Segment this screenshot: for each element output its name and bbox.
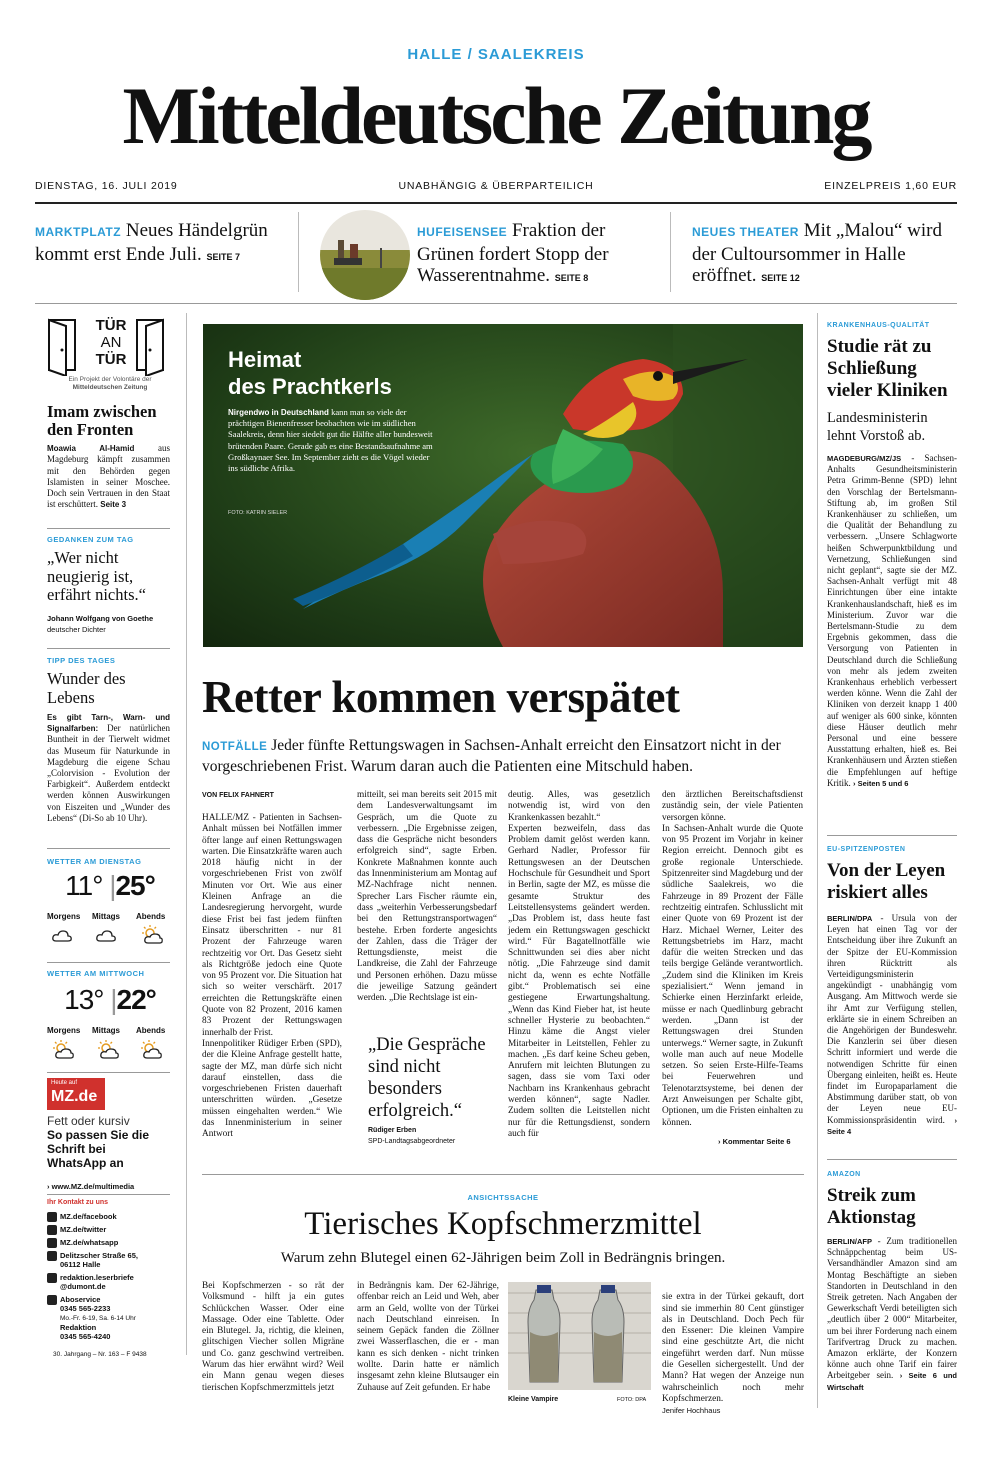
whatsapp-icon	[47, 1238, 57, 1248]
right-body: - Sachsen-Anhalts Gesundheitsministerin Petra Grimm-Benne (SPD) lehnt den Vorschlag der Bertelsmann-Stiftung ab, im großen Stil Krankenhäuser zu schließen, um die Qualität der Behandlung zu verbessern. „Unsere Schlagworte heißen Schwerpunktbildung und Vernetzung, Schließungen sind nicht geplant“, sagte sie der MZ. Sachsen-Anhalt verfügt mit 48 Einrichtungen über eine intakte Krankenhauslandschaft, hieß es im Ministerium. Zuvor war die Bertelsmann-Studie zu dem Ergebnis gekommen, dass die Versorgung von Patienten in Deutschland durch die Schließung von mehr als jedem zweiten Krankenhaus erheblich verbessert werden könne. Wenn die Zahl der Kliniken von derzeit knapp 1 400 auf weniger als 600 sinke, könnten diese Häuser deutlich mehr Personal und eine bessere Ausstattung erhalten, hieß es. Bei Krankenhäusern und Ärzten stießen die Empfehlungen auf heftige Kritik.	[827, 453, 957, 788]
weather-label: Abends	[136, 1026, 166, 1035]
main-headline[interactable]: Retter kommen verspätet	[202, 672, 680, 722]
mzde-brand: MZ.de	[51, 1088, 98, 1105]
logo-word-2: AN	[100, 334, 122, 351]
teaser-kicker: NEUES THEATER	[692, 225, 799, 239]
photo-caption-lead: Nirgendwo in Deutschland	[228, 408, 329, 417]
gedanken-author: Johann Wolfgang von Goethe	[47, 614, 154, 623]
gedanken-role: deutscher Dichter	[47, 625, 106, 634]
contact-item[interactable]	[47, 1238, 172, 1248]
teaser-text: Neues Händelgrün kommt erst Ende Juli.	[35, 220, 268, 265]
weather-label: Mittags	[92, 912, 120, 921]
issue-date: DIENSTAG, 16. JULI 2019	[35, 180, 178, 192]
teaser-kicker: MARKTPLATZ	[35, 225, 122, 239]
main-column-4: den ärztlichen Bereitschaftsdienst zuständig sein, der viele Patienten versorgen könne. In Sachsen-Anhalt wurde die Quote von 95 Prozent im Vorjahr in keiner Region erreicht. Dennoch gibt es große regionale Unterschiede. Spitzenreiter sind Magdeburg und der südliche Saalekreis, wo die Fahrzeuge in 89 Prozent der Fälle rechtzeitig eintrafen. Schlusslicht mit einer Quote von 69 Prozent ist der Harz. Michael Werner, Leiter des Rettungsbetriebs im Harz, macht dafür die weiten Strecken und das teils bergige Gelände verantwortlich. „Zudem sind die Kliniken im Kreis spezialisiert.“ Wenn jemand in Schierke einen Herzinfarkt erleide, müsse er nach Quedlinburg gebracht werden. „Dann ist der Rettungswagen drei Stunden unterwegs.“ Werner sagte, in Zukunft wolle man auch auf neue Modelle setzen. So seien Erste-Hilfe-Teams bei Feuerwehren und Telenotarztsysteme, bei denen der Arzt Anweisungen per Schalte gibt, Optionen, um die Fristen einhalten zu können.	[662, 790, 803, 1128]
logo-caption: Mitteldeutschen Zeitung	[72, 384, 148, 391]
contact-heading: Ihr Kontakt zu uns	[47, 1199, 109, 1206]
left-column-divider	[186, 313, 187, 1355]
right-body: - Ursula von der Leyen hat einen Tag vor der Entscheidung über ihre Zukunft an der Spitze der EU-Kommission ihren Rücktritt als Verteidigungsministerin angekündigt - unabhängig vom Ausgang. Am Mittwoch werde sie ihr Amt zur Verfügung stellen, erklärte sie in einem Schreiben an die Angehörigen der Bundeswehr. Die Kanzlerin sei über diesen Schritt informiert und werde die notwendigen Schritte für einen Übergang einleiten, heißt es. Heute findet im Europaparlament die Abstimmung darüber statt, ob von der Leyen neue EU-Kommissionspräsidentin wird.	[827, 913, 958, 1125]
contact-text: redaktion.leserbriefe @dumont.de	[60, 1273, 134, 1291]
teaser-page: SEITE 8	[554, 273, 589, 283]
teaser-divider	[298, 212, 299, 292]
right-text	[827, 453, 957, 789]
photo-credit: FOTO: KATRIN SIELER	[228, 510, 288, 516]
sun-cloud-icon	[96, 1040, 120, 1060]
right-kicker: KRANKENHAUS-QUALITÄT	[827, 322, 930, 329]
teaser-hufeisensee[interactable]	[417, 220, 662, 290]
right-column-divider	[817, 313, 818, 1408]
ansicht-column-1: Bei Kopfschmerzen - so rät der Volksmund - hilft ja ein gutes Schlückchen Wasser. Oder eine Massage. Oder eine Tablette. Oder ein Blutegel. Ja, richtig, die kleinen, glitschigen Viecher sollen Migräne und Co. ganz geschwind vertreiben. Warum das hier erwähnt wird? Weil ein Mann genau wegen dieses tierischen Kopfschmerzmittels jetzt	[202, 1281, 344, 1393]
tipp-text	[47, 712, 170, 824]
right-rule	[827, 835, 957, 836]
teaser-marktplatz[interactable]	[35, 220, 290, 268]
gedanken-kicker: GEDANKEN ZUM TAG	[47, 535, 134, 544]
motto: UNABHÄNGIG & ÜBERPARTEILICH	[398, 180, 594, 192]
pull-quote-author: Rüdiger Erben	[368, 1127, 417, 1134]
edition-footer: 30. Jahrgang – Nr. 163 – F 9438	[53, 1351, 147, 1358]
red-label: Redaktion	[60, 1323, 97, 1332]
tipp-title[interactable]: Wunder des Lebens	[47, 669, 126, 707]
newspaper-title[interactable]: Mitteldeutsche Zeitung	[122, 70, 870, 161]
cloud-icon	[51, 928, 73, 944]
contact-item	[47, 1251, 157, 1269]
photo-caption	[228, 407, 433, 474]
weather-temps: 11° |25°	[65, 870, 155, 901]
tipp-kicker: TIPP DES TAGES	[47, 656, 116, 665]
deck-kicker: NOTFÄLLE	[202, 741, 268, 753]
weather-kicker: WETTER AM DIENSTAG	[47, 857, 142, 866]
left-rule	[47, 1194, 170, 1195]
right-text	[827, 913, 957, 1137]
ansicht-headline[interactable]: Tierisches Kopfschmerzmittel	[304, 1206, 702, 1242]
ansicht-author: Jenifer Hochhaus	[662, 1406, 721, 1416]
right-headline[interactable]: Studie rät zu Schließung vieler Kliniken	[827, 336, 948, 401]
abo-hours: Mo.-Fr. 6-19, Sa. 6-14 Uhr	[60, 1315, 136, 1322]
weather-label: Mittags	[92, 1026, 120, 1035]
teaser-divider	[670, 212, 671, 292]
left-column	[35, 310, 185, 1435]
right-dateline: MAGDEBURG/MZ/JS	[827, 454, 902, 463]
teaser-kicker: HUFEISENSEE	[417, 225, 508, 239]
right-deck: Landesministerin lehnt Vorstoß ab.	[827, 410, 928, 444]
right-kicker: EU-SPITZENPOSTEN	[827, 846, 906, 853]
mzde-badge[interactable]	[47, 1078, 105, 1110]
temp-low: 11°	[65, 870, 103, 901]
leech-credit: FOTO: DPA	[617, 1397, 647, 1403]
teaser-page: SEITE 12	[761, 273, 800, 283]
ansicht-col3-text: sie extra in der Türkei gekauft, dort sind sie immerhin 80 Cent günstiger als in Deutschland. Doch Pech für den Essener: Die kleinen Vampire sind eine geschützte Art, die nicht eingeführt werden darf. Nun müsse die Gesellen sichergestellt. Und der Mann? Hat wegen der Anzeige nun wahrscheinlich noch mehr Kopfschmerzen.	[662, 1292, 804, 1404]
left-rule	[47, 848, 170, 849]
gedanken-quote: „Wer nicht neugierig ist, erfährt nichts.“	[47, 548, 146, 604]
section-rule	[202, 1174, 804, 1175]
contact-text: MZ.de/whatsapp	[60, 1238, 119, 1247]
left-rule	[47, 528, 170, 529]
weather-label: Morgens	[47, 912, 81, 921]
teaser-theater[interactable]	[692, 220, 957, 290]
pull-quote: „Die Gespräche sind nicht besonders erfolgreich.“	[368, 1035, 486, 1121]
imam-body: aus Magdeburg kämpft zusammen mit den Behörden gegen Islamisten in seiner Moschee. Doch sein Vertrauen in den Staat ist erschüttert.	[47, 443, 170, 510]
contact-text: MZ.de/twitter	[60, 1225, 107, 1234]
right-dateline: BERLIN/AFP	[827, 1237, 872, 1246]
comment-ref[interactable]: › Kommentar Seite 6	[718, 1137, 791, 1146]
mzde-link[interactable]: › www.MZ.de/multimedia	[47, 1182, 135, 1191]
byline: VON FELIX FAHNERT	[202, 792, 274, 799]
region-label: HALLE / SAALEKREIS	[407, 46, 585, 63]
photo-title: des Prachtkerls	[228, 374, 392, 399]
sun-cloud-icon	[140, 925, 164, 945]
temp-high: 22°	[116, 984, 156, 1015]
facebook-icon	[47, 1212, 57, 1222]
sun-cloud-icon	[51, 1040, 75, 1060]
weather-label: Abends	[136, 912, 166, 921]
abo-phone: 0345 565-2233	[60, 1304, 111, 1313]
right-ref[interactable]: › Seiten 5 und 6	[853, 778, 909, 788]
contact-item[interactable]	[47, 1273, 157, 1291]
imam-text	[47, 443, 170, 511]
ansicht-kicker: ANSICHTSSACHE	[467, 1193, 539, 1202]
left-rule	[47, 648, 170, 649]
right-text	[827, 1236, 957, 1393]
right-ref[interactable]: › Seite 4	[827, 1115, 957, 1136]
right-rule	[827, 1159, 957, 1160]
photo-title: Heimat	[228, 347, 302, 372]
sun-cloud-icon	[139, 1040, 163, 1060]
price: EINZELPREIS 1,60 EUR	[824, 180, 957, 192]
ansicht-deck: Warum zehn Blutegel einen 62-Jährigen beim Zoll in Bedrängnis bringen.	[280, 1250, 726, 1266]
phone-icon	[47, 1295, 57, 1305]
mzde-small: Heute auf	[51, 1080, 78, 1086]
ansicht-column-2: in Bedrängnis kam. Der 62-Jährige, offenbar reich an Leid und Weh, aber arm an Geld, wollte von der Türkei nach Deutschland einreisen. In seinem Gepäck fanden die Zöllner zwei Wasserflaschen, die er - man kann es sich denken - nicht trinken wollte. Darin hatte er nämlich insgesamt zehn kleine Blutsauger ein Zuhause auf Zeit gefunden. Er habe	[357, 1281, 499, 1393]
leech-photo[interactable]	[508, 1282, 651, 1390]
masthead-rule	[35, 202, 957, 204]
right-headline[interactable]: Von der Leyen riskiert alles	[827, 860, 946, 903]
temp-high: 25°	[115, 870, 155, 901]
teaser-photo-golf[interactable]	[320, 210, 410, 300]
ansicht-column-3	[662, 1281, 804, 1418]
tipp-body: Der natürlichen Buntheit in der Tierwelt widmet das Museum für Naturkunde in Magdeburg die eigene Schau „Colorvision - Evolution der Farbigkeit“. Außerdem entdeckt werden können Auswirkungen von Eiszeiten und „Wunder des Lebens“ (Di-So ab 10 Uhr).	[47, 723, 170, 823]
right-dateline: BERLIN/DPA	[827, 914, 873, 923]
contact-text: MZ.de/facebook	[60, 1212, 117, 1221]
red-phone: 0345 565-4240	[60, 1332, 111, 1341]
right-body: - Zum traditionellen Schnäppchentag beim US-Versandhändler Amazon sind am Montag Beschäftigte an sieben Standorten in Deutschland in den Streik getreten. Nach Angaben der Gewerkschaft Verdi beteiligten sich „deutlich über 2 000“ Mitarbeiter, um bei ihrer Forderung nach einem Tarifvertrag Druck zu machen. Amazon erklärte, der Konzern könne auch ohne Tarif ein fairer Arbeitgeber sein.	[827, 1236, 957, 1381]
teaser-page: SEITE 7	[206, 251, 241, 262]
logo-caption: Ein Projekt der Volontäre der	[68, 376, 152, 383]
imam-page: Seite 3	[100, 500, 127, 510]
left-rule	[47, 1072, 170, 1073]
main-column-1: HALLE/MZ - Patienten in Sachsen-Anhalt müssen bei Notfällen immer öfter lange auf einen Rettungswagen warten. Die Einsatzkräfte waren auch 2018 häufig nicht in der vorgeschriebenen Frist von zwölf Minuten vor Ort. Wie aus einer Kleinen Anfrage an die Landesregierung hervorgeht, wurde diese Frist bei fast jedem fünften Einsatz überschritten - nur 81 Prozent der Fahrzeuge waren rechtzeitig vor Ort. Das Gesetz sieht als Richtgröße jedoch eine Quote von 95 Prozent vor. Die Situation hat sich so weiter verschärft. 2017 erreichten die Rettungskräfte einen Quote von 82 Prozent, 2016 kamen 83 Prozent der Rettungswagen innerhalb der Frist. Innenpolitiker Rüdiger Erben (SPD), der die Kleine Anfrage gestellt hatte, sagte der MZ, man dürfe sich nicht darauf einstellen, dass die vorgeschriebenen Fristen dauerhaft unterschritten würden. „Gesetze müssen eingehalten werden.“ Wie das Innenministerium in seiner Antwort	[202, 813, 342, 1140]
main-deck	[202, 736, 804, 777]
logo-word-1: TÜR	[95, 317, 127, 334]
logo-word-3: TÜR	[95, 351, 127, 368]
weather-kicker: WETTER AM MITTWOCH	[47, 969, 145, 978]
teaser-rule	[35, 303, 957, 304]
pin-icon	[47, 1251, 57, 1261]
right-kicker: AMAZON	[827, 1171, 861, 1178]
contact-text: Delitzscher Straße 65, 06112 Halle	[60, 1251, 138, 1269]
weather-temps: 13° |22°	[64, 984, 156, 1015]
right-headline[interactable]: Streik zum Aktionstag	[827, 1185, 916, 1228]
mail-icon	[47, 1273, 57, 1283]
contact-item[interactable]	[47, 1225, 172, 1235]
imam-lead: Moawia Al-Hamid	[47, 444, 135, 453]
contact-phone	[47, 1295, 172, 1341]
contact-item[interactable]	[47, 1212, 172, 1222]
cloud-icon	[95, 928, 117, 944]
main-column-2: mitteilt, sei man bereits seit 2015 mit dem Landesverwaltungsamt im Gespräch, um die Quote zu verbessern. „Die Ergebnisse zeigen, dass die Gespräche nicht besonders erfolgreich sind“, sagte Erben. Konkrete Maßnahmen konnte auch das Innenministerium am Montag auf MZ-Nachfrage nicht nennen. Sprecher Lars Fischer räumte ein, dass „weiterhin Verbesserungsbedarf bei den Rettungstransportwagen“ bestehe. Erben forderte angesichts der Zahlen, dass die Träger der Rettungsdienste, meist die Landkreise, die Zahl der Fahrzeuge und Personen erhöhen. Dazu müsse die jeweilige Satzung geändert werden. „Die Rechtslage ist ein-	[357, 790, 497, 1004]
photo-caption-text: kann man so viele der prächtigen Bienenfresser beobachten wie im südlichen Saalekreis, denn hier siedelt gut die Hälfte aller bundesweit brütenden Paare. Gerade gab es eine Bestandsaufnahme am Großkaynaer See. Im September zieht es die Vögel wieder ins südliche Afrika.	[228, 407, 433, 474]
abo-label: Aboservice	[60, 1295, 101, 1304]
mzde-line2[interactable]: So passen Sie die Schrift bei WhatsApp an	[47, 1128, 150, 1170]
deck-text: Jeder fünfte Rettungswagen in Sachsen-Anhalt erreicht den Einsatzort nicht in der vorgeschriebenen Frist. Warum daran auch die Patienten eine Mitschuld haben.	[202, 737, 781, 775]
twitter-icon	[47, 1225, 57, 1235]
main-column-3: deutig. Alles, was gesetzlich notwendig ist, wird von den Krankenkassen bezahlt.“ Experten bezweifeln, dass das Problem damit gelöst werden kann. Gerhard Nadler, Professor für Rettungswesen an der Deutschen Hochschule für Gesundheit und Sport in Berlin, sagte der MZ, es müsse die gesamte Struktur des Leitstellensystems geändert werden. „Das Problem ist, dass heute fast jedem ein Rettungswagen geschickt wird.“ Für Bagatellnotfälle wie Schnittwunden sei dies aber nicht nötig. „Die Fahrzeuge sind damit nicht da, wenn es echte Notfälle gibt.“ Problematisch sei eine gestiegene Erwartungshaltung. „Wenn das Kind Fieber hat, ist heute schneller Hysterie zu beobachten.“ Hinzu käme die Angst vieler Mitarbeiter in Leitstellen, Fehler zu machen. „Es darf keine Scheu geben, Anrufern mit leichten Blutungen zu sagen, dass sie vom Taxi oder Nachbarn ins Krankenhaus gebracht werden können“, sagte Nadler. Zudem sollten die Leitstellen nicht nur für die Rettungsdienst, sondern auch für	[508, 790, 650, 1139]
tipp-lead: Es gibt Tarn-, Warn- und Signalfarben:	[47, 713, 170, 734]
left-rule	[47, 962, 170, 963]
mzde-line1: Fett oder kursiv	[47, 1114, 130, 1128]
pull-quote-role: SPD-Landtagsabgeordneter	[368, 1138, 456, 1145]
weather-label: Morgens	[47, 1026, 81, 1035]
leech-caption: Kleine Vampire	[508, 1396, 559, 1403]
right-ref[interactable]: › Seite 6 und Wirtschaft	[827, 1371, 957, 1392]
temp-low: 13°	[64, 984, 104, 1015]
imam-title[interactable]: Imam zwischen den Fronten	[47, 402, 157, 439]
teaser-text: Mit „Malou“ wird der Cultoursommer in Halle eröffnet.	[692, 220, 942, 286]
teaser-text: Fraktion der Grünen fordert Stopp der Wasserentnahme.	[417, 220, 609, 286]
